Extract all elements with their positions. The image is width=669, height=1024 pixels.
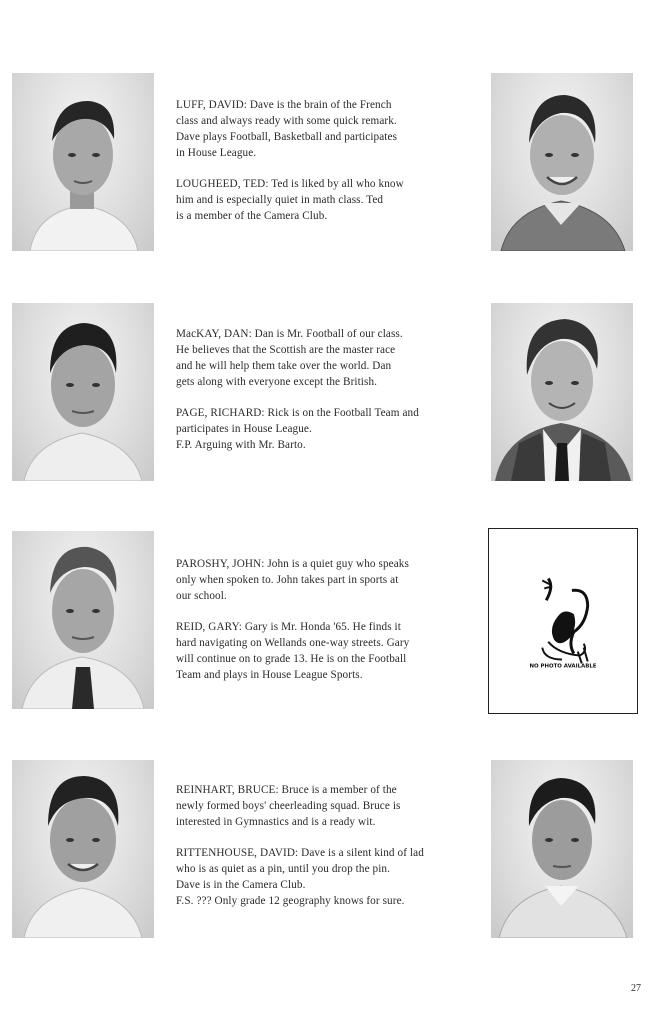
portrait-photo-lougheed [491,73,633,251]
portrait-rittenhouse-image [491,760,633,938]
bio-line: Team and plays in House League Sports. [176,669,363,681]
bio-line: Dave is in the Camera Club. [176,879,306,891]
bio-row-1 [176,97,476,239]
bio-line: REID, GARY: Gary is Mr. Honda '65. He finds it [176,621,401,633]
bio-line: F.S. ??? Only grade 12 geography knows for sure. [176,895,405,907]
bio-line: gets along with everyone except the British. [176,376,378,388]
portrait-mackay-image [12,303,154,481]
bio-row-3 [176,556,476,698]
bio-row-4 [176,782,476,924]
portrait-photo-reinhart [12,760,154,938]
bio-line: only when spoken to. John takes part in sports at [176,574,399,586]
portrait-photo-luff [12,73,154,251]
bio-entry [176,782,476,830]
portrait-photo-paroshy [12,531,154,709]
bio-line: hard navigating on Wellands one-way streets. Gary [176,637,410,649]
portrait-photo-mackay [12,303,154,481]
no-photo-placeholder [488,528,638,714]
bio-line: newly formed boys' cheerleading squad. Bruce is [176,800,401,812]
portrait-photo-page [491,303,633,481]
bio-line: Dave plays Football, Basketball and participates [176,131,398,143]
portrait-lougheed-image [491,73,633,251]
bio-line: class and always ready with some quick remark. [176,115,397,127]
portrait-paroshy-image [12,531,154,709]
bio-line: in House League. [176,147,257,159]
bio-line: our school. [176,590,227,602]
portrait-photo-rittenhouse [491,760,633,938]
bio-line: him and is especially quiet in math class. Ted [176,194,384,206]
portrait-reinhart-image [12,760,154,938]
bio-line: PAROSHY, JOHN: John is a quiet guy who speaks [176,558,409,570]
portrait-page-image [491,303,633,481]
bio-line: MacKAY, DAN: Dan is Mr. Football of our class. [176,328,403,340]
bio-entry [176,845,476,909]
bio-line: RITTENHOUSE, DAVID: Dave is a silent kind of lad [176,847,424,859]
bio-line: is a member of the Camera Club. [176,210,328,222]
bio-line: REINHART, BRUCE: Bruce is a member of the [176,784,397,796]
bio-entry [176,556,476,604]
no-photo-cartoon-icon [489,529,637,713]
bio-line: F.P. Arguing with Mr. Barto. [176,439,306,451]
page-number: 27 [631,983,641,994]
bio-line: interested in Gymnastics and is a ready wit. [176,816,376,828]
bio-entry [176,97,476,161]
bio-line: LOUGHEED, TED: Ted is liked by all who know [176,178,404,190]
bio-row-2 [176,326,476,468]
bio-line: who is as quiet as a pin, until you drop the pin. [176,863,391,875]
bio-line: He believes that the Scottish are the master race [176,344,396,356]
bio-entry [176,176,476,224]
bio-entry [176,619,476,683]
bio-line: participates in House League. [176,423,312,435]
bio-line: PAGE, RICHARD: Rick is on the Football Team and [176,407,419,419]
bio-line: and he will help them take over the world. Dan [176,360,392,372]
bio-entry [176,405,476,453]
no-photo-label: NO PHOTO AVAILABLE [529,663,597,670]
bio-entry [176,326,476,390]
bio-line: LUFF, DAVID: Dave is the brain of the French [176,99,392,111]
bio-line: will continue on to grade 13. He is on the Football [176,653,407,665]
portrait-luff-image [12,73,154,251]
